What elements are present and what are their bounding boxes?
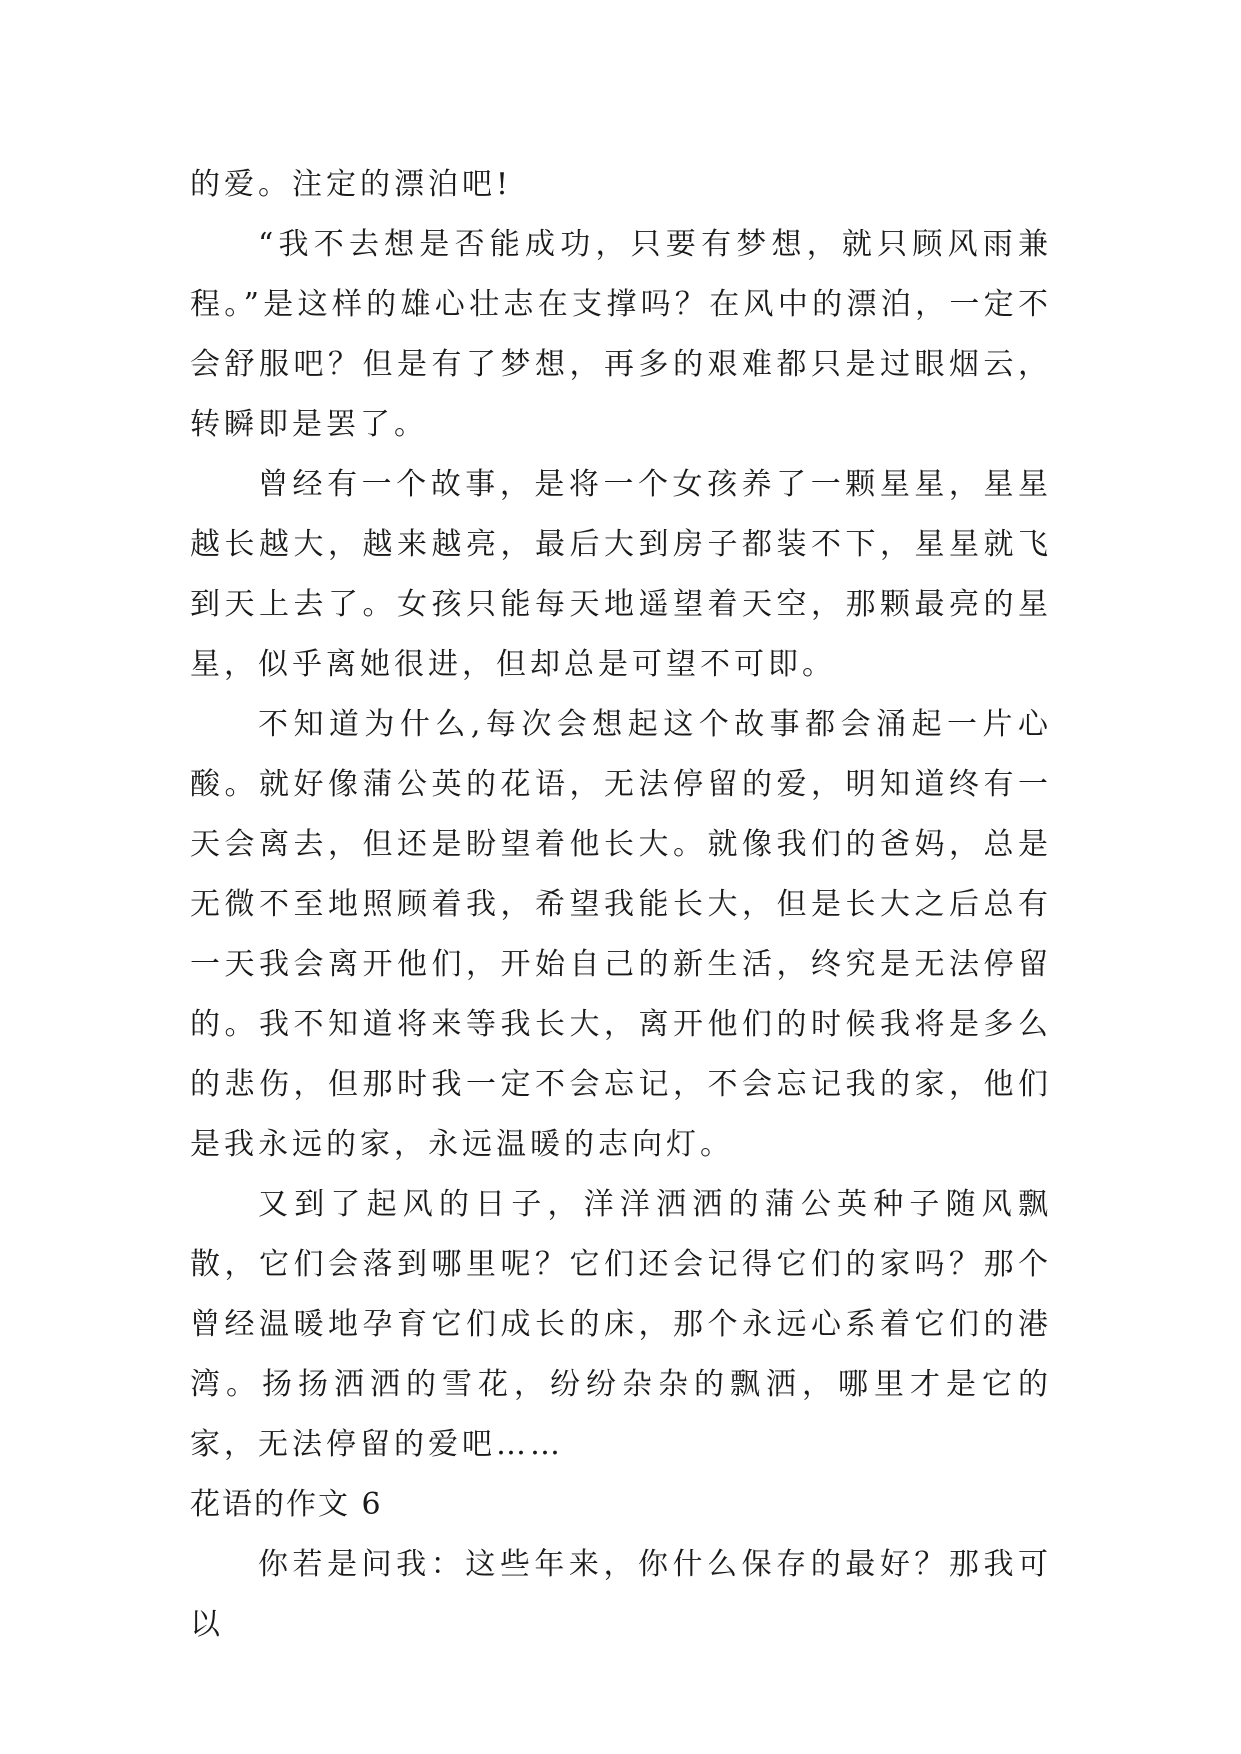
document-body <box>190 155 1052 1655</box>
paragraph-5: 又到了起风的日子，洋洋洒洒的蒲公英种子随风飘散，它们会落到哪里呢？它们还会记得它们的家吗？那个曾经温暖地孕育它们成长的床，那个永远心系着它们的港湾。扬扬洒洒的雪花，纷纷杂杂的飘洒，哪里才是它的家，无法停留的爱吧…… <box>190 1187 1052 1462</box>
paragraph-3: 曾经有一个故事，是将一个女孩养了一颗星星，星星越长越大，越来越亮，最后大到房子都装不下，星星就飞到天上去了。女孩只能每天地遥望着天空，那颗最亮的星星，似乎离她很进，但却总是可望不可即。 <box>190 467 1052 682</box>
paragraph-2: “我不去想是否能成功，只要有梦想，就只顾风雨兼程。”是这样的雄心壮志在支撑吗？在风中的漂泊，一定不会舒服吧？但是有了梦想，再多的艰难都只是过眼烟云，转瞬即是罢了。 <box>190 227 1052 442</box>
paragraph-4: 不知道为什么,每次会想起这个故事都会涌起一片心酸。就好像蒲公英的花语，无法停留的爱，明知道终有一天会离去，但还是盼望着他长大。就像我们的爸妈，总是无微不至地照顾着我，希望我能长大，但是长大之后总有一天我会离开他们，开始自己的新生活，终究是无法停留的。我不知道将来等我长大，离开他们的时候我将是多么的悲伤，但那时我一定不会忘记，不会忘记我的家，他们是我永远的家，永远温暖的志向灯。 <box>190 707 1052 1162</box>
paragraph-1: 的爱。注定的漂泊吧! <box>190 167 513 202</box>
paragraph-6: 你若是问我：这些年来，你什么保存的最好？那我可以 <box>190 1547 1052 1642</box>
section-heading: 花语的作文 6 <box>190 1487 383 1522</box>
